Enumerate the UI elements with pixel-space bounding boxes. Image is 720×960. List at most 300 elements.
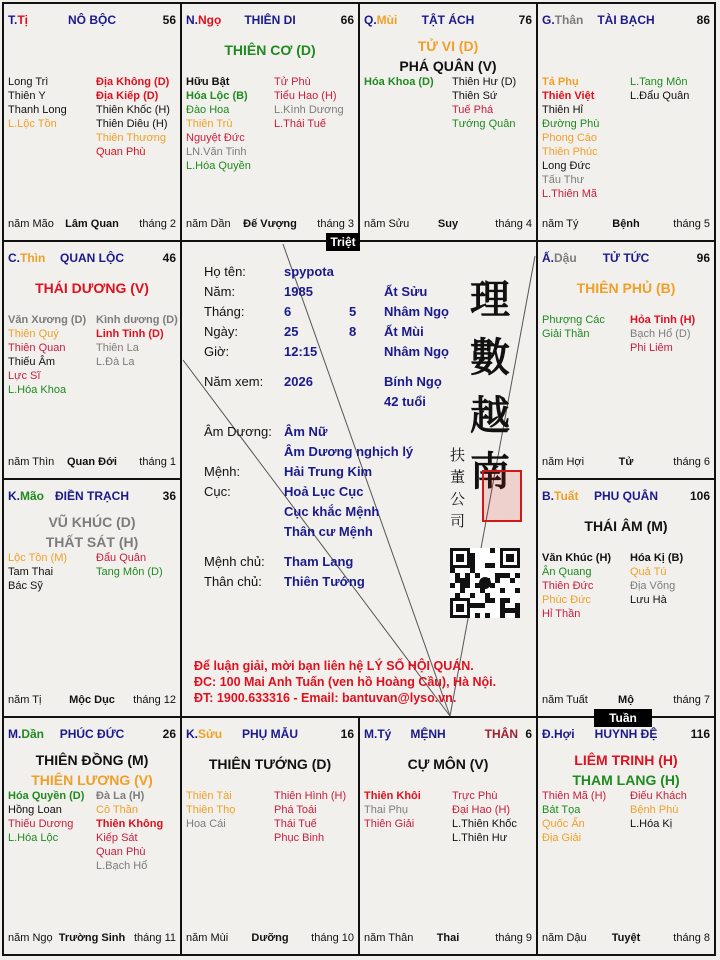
contact-line: Để luận giải, mời bạn liên hệ LÝ SỐ HỘI QUÁN. (194, 659, 474, 673)
info-view-year-label: Năm xem: (204, 374, 264, 389)
stem-prefix: M. (364, 727, 378, 741)
stem-prefix: K. (8, 489, 20, 503)
age-number: 76 (518, 13, 532, 27)
palace-name: PHỤ MẪU (242, 727, 298, 741)
info-year: 1985 (284, 284, 313, 299)
star-item: Thiên Mã (H) (542, 790, 607, 802)
star-item: Thái Tuế (274, 818, 317, 830)
info-hour: 12:15 (284, 344, 318, 359)
palace-name: QUAN LỘC (60, 251, 124, 265)
branch-name: Tý (377, 727, 392, 741)
palace-name: TÀI BẠCH (597, 13, 655, 27)
star-item: Phục Binh (274, 832, 325, 844)
qr-module (515, 603, 520, 608)
palace-cell[interactable] (2, 716, 182, 956)
star-item: Tam Thai (8, 566, 54, 578)
star-item: Linh Tinh (D) (96, 328, 164, 340)
main-star: TỬ VI (D) (417, 38, 479, 54)
footer-stage: Lâm Quan (65, 218, 119, 230)
qr-module (470, 553, 475, 558)
star-item: Hóa Khoa (D) (364, 76, 434, 88)
footer-month: tháng 4 (495, 218, 532, 230)
star-item: L.Bạch Hổ (96, 860, 148, 872)
age-number: 116 (690, 727, 710, 741)
zalo-icon (479, 577, 491, 589)
branch-name: Dậu (554, 251, 577, 265)
star-item: Quan Phù (96, 846, 146, 858)
star-item: Bác Sỹ (8, 580, 43, 592)
footer-stage: Bệnh (612, 218, 640, 230)
qr-module (505, 608, 510, 613)
qr-finder (456, 604, 464, 612)
star-item: Tiểu Hao (H) (274, 90, 337, 102)
footer-stage: Thai (436, 932, 460, 944)
info-month-lunar: 5 (349, 304, 357, 319)
qr-finder (506, 554, 514, 562)
footer-year: năm Tị (8, 694, 42, 706)
star-item: Tử Phù (274, 76, 311, 88)
palace-cell[interactable] (536, 478, 716, 718)
star-item: Hỉ Thần (542, 608, 581, 620)
qr-code[interactable] (450, 548, 520, 618)
main-star: THIÊN LƯƠNG (V) (31, 772, 153, 788)
stem-prefix: G. (542, 13, 555, 27)
info-name-label: Họ tên: (204, 264, 246, 279)
branch-name: Thìn (20, 251, 46, 265)
qr-module (515, 573, 520, 578)
palace-cell[interactable] (2, 478, 182, 718)
star-item: Thiên Thương (96, 132, 167, 144)
footer-year: năm Ngọ (8, 932, 53, 944)
star-item: Thanh Long (8, 104, 67, 116)
qr-module (485, 563, 490, 568)
footer-year: năm Tý (542, 218, 579, 230)
qr-module (500, 573, 505, 578)
star-item: Thiên Thọ (186, 804, 236, 816)
info-amduong-label: Âm Dương: (204, 424, 272, 439)
footer-year: năm Thìn (8, 456, 55, 468)
qr-module (495, 578, 500, 583)
info-hour-label: Giờ: (204, 344, 230, 359)
footer-year: năm Tuất (542, 694, 588, 706)
info-day-lunar: 8 (349, 324, 357, 339)
palace-cell[interactable] (180, 716, 360, 956)
star-item: Thiên Không (96, 818, 164, 830)
stem-prefix: Q. (364, 13, 377, 27)
star-item: Cô Thần (96, 804, 138, 816)
qr-module (455, 573, 460, 578)
qr-module (460, 583, 465, 588)
qr-module (465, 583, 470, 588)
info-view-year: 2026 (284, 374, 313, 389)
qr-module (485, 593, 490, 598)
palace-cell[interactable] (536, 240, 716, 480)
info-menh-label: Mệnh: (204, 464, 241, 479)
star-item: Thiên Giải (364, 818, 415, 830)
branch-name: Mùi (376, 13, 398, 27)
star-item: Văn Khúc (H) (542, 552, 612, 564)
footer-year: năm Dần (186, 218, 231, 230)
star-item: L.Thái Tuế (274, 118, 326, 130)
age-number: 86 (696, 13, 710, 27)
age-number: 6 (525, 727, 532, 741)
footer-month: tháng 8 (673, 932, 710, 944)
footer-month: tháng 12 (133, 694, 176, 706)
logo-small-char: 司 (450, 512, 466, 530)
branch-name: Thân (554, 13, 584, 27)
star-item: Phi Liêm (630, 342, 673, 354)
qr-module (450, 568, 455, 573)
logo-char: 南 (470, 448, 510, 495)
main-star: LIÊM TRINH (H) (574, 752, 678, 768)
star-item: L.Đẩu Quân (630, 90, 690, 102)
stem-prefix: M. (8, 727, 22, 741)
star-item: Đào Hoa (186, 104, 230, 116)
age-number: 66 (340, 13, 354, 27)
star-item: Kình dương (D) (96, 314, 178, 326)
star-item: Điếu Khách (630, 790, 687, 802)
age-number: 56 (162, 13, 176, 27)
star-item: Tấu Thư (542, 174, 585, 186)
star-item: L.Thiên Mã (542, 188, 598, 200)
palace-name: PHU QUÂN (593, 489, 658, 503)
star-item: Thiên Phúc (542, 146, 598, 158)
star-item: Thiên Tài (186, 790, 232, 802)
star-item: Thiên Quý (8, 328, 59, 340)
info-amduong: Âm Nữ (284, 424, 328, 439)
main-star: VŨ KHÚC (D) (48, 514, 136, 530)
footer-stage: Trường Sinh (58, 932, 126, 944)
main-star: THIÊN TƯỚNG (D) (208, 756, 332, 772)
star-item: LN.Văn Tinh (186, 146, 247, 158)
star-item: Thiên Trù (186, 118, 233, 130)
star-item: Đường Phù (542, 118, 600, 130)
star-item: Thiên Sứ (452, 90, 498, 102)
logo-small-char: 扶 (450, 446, 466, 464)
star-item: Giải Thần (542, 328, 590, 340)
age-number: 36 (162, 489, 176, 503)
star-item: Quốc Ấn (542, 818, 585, 830)
star-item: Địa Kiếp (D) (96, 90, 159, 102)
age-number: 96 (696, 251, 710, 265)
stem-prefix: C. (8, 251, 20, 265)
info-day-label: Ngày: (204, 324, 238, 339)
qr-module (495, 573, 500, 578)
footer-stage: Tử (618, 456, 634, 468)
qr-module (510, 578, 515, 583)
stem-prefix: B. (542, 489, 554, 503)
star-item: Tả Phụ (542, 76, 579, 88)
tuan-marker: Tuần (594, 709, 652, 727)
than-marker: THÂN (484, 727, 518, 741)
footer-month: tháng 10 (311, 932, 354, 944)
palace-name: TẬT ÁCH (421, 13, 475, 27)
qr-module (455, 578, 460, 583)
star-item: Bát Tọa (542, 804, 581, 816)
palace-name: MỆNH (410, 727, 446, 741)
qr-module (470, 568, 475, 573)
seal-stamp (482, 470, 522, 522)
palace-cell[interactable] (2, 2, 182, 242)
star-item: L.Hóa Kị (630, 818, 673, 830)
footer-year: năm Mùi (186, 932, 229, 944)
star-item: Hỏa Tinh (H) (630, 314, 696, 326)
logo-char: 越 (470, 392, 510, 439)
branch-name: Mão (20, 489, 44, 503)
qr-module (460, 588, 465, 593)
star-item: Quan Phù (96, 146, 146, 158)
star-item: Tướng Quân (452, 118, 516, 130)
footer-stage: Đế Vượng (243, 218, 297, 230)
qr-module (485, 613, 490, 618)
logo-char: 數 (470, 334, 510, 381)
qr-module (485, 598, 490, 603)
qr-module (505, 573, 510, 578)
logo-char: 理 (470, 276, 510, 323)
info-cuc-note1: Cục khắc Mệnh (284, 504, 380, 519)
qr-module (515, 608, 520, 613)
palace-name: PHÚC ĐỨC (59, 727, 125, 741)
star-item: Phá Toái (274, 804, 317, 816)
info-hour-canchi: Nhâm Ngọ (384, 344, 449, 359)
star-item: Tang Môn (D) (96, 566, 163, 578)
qr-module (465, 573, 470, 578)
footer-month: tháng 6 (673, 456, 710, 468)
star-item: Thiên Hư (D) (452, 76, 517, 88)
main-star: THẤT SÁT (H) (45, 534, 139, 550)
star-item: Nguyệt Đức (186, 132, 245, 144)
star-item: Tuế Phá (452, 104, 494, 116)
palace-name: ĐIỀN TRẠCH (55, 489, 129, 503)
star-item: Hóa Quyền (D) (8, 790, 85, 802)
star-item: L.Thiên Hư (452, 832, 508, 844)
info-cuc-label: Cục: (204, 484, 231, 499)
star-item: Thiên Khốc (H) (96, 104, 170, 116)
qr-module (465, 578, 470, 583)
palace-name: HUYNH ĐỆ (594, 727, 658, 741)
qr-module (475, 573, 480, 578)
age-number: 16 (340, 727, 354, 741)
star-item: Bệnh Phù (630, 804, 679, 816)
star-item: Lưu Hà (630, 594, 667, 606)
footer-month: tháng 3 (317, 218, 354, 230)
info-day: 25 (284, 324, 299, 339)
star-item: Văn Xương (D) (8, 314, 87, 326)
branch-name: Dần (21, 727, 45, 741)
qr-module (500, 608, 505, 613)
qr-module (500, 613, 505, 618)
age-number: 26 (162, 727, 176, 741)
footer-year: năm Mão (8, 218, 54, 230)
footer-year: năm Dậu (542, 932, 587, 944)
star-item: Thiên Việt (542, 90, 595, 102)
qr-module (510, 608, 515, 613)
star-item: Lực Sĩ (8, 370, 41, 382)
qr-module (470, 593, 475, 598)
footer-month: tháng 2 (139, 218, 176, 230)
info-cuc-note2: Thân cư Mệnh (284, 524, 373, 539)
star-item: Ân Quang (542, 566, 592, 578)
info-month: 6 (284, 304, 292, 319)
info-amduong-note: Âm Dương nghịch lý (284, 444, 414, 459)
star-item: Thiên Quan (8, 342, 66, 354)
star-item: Thiên Hỉ (542, 104, 583, 116)
qr-module (490, 548, 495, 553)
star-item: Thiên Đức (542, 580, 594, 592)
footer-month: tháng 9 (495, 932, 532, 944)
footer-stage: Quan Đới (67, 456, 117, 468)
qr-module (475, 603, 480, 608)
branch-name: Ngọ (198, 13, 222, 27)
stem-prefix: Ấ. (542, 251, 554, 265)
palace-cell[interactable] (536, 2, 716, 242)
qr-module (515, 613, 520, 618)
qr-module (470, 563, 475, 568)
footer-month: tháng 7 (673, 694, 710, 706)
info-name: spypota (284, 264, 334, 279)
footer-year: năm Sửu (364, 218, 410, 230)
info-menh: Hải Trung Kim (284, 464, 373, 479)
branch-name: Hợi (554, 727, 575, 741)
star-item: L.Hóa Khoa (8, 384, 67, 396)
star-item: Hóa Kị (B) (630, 552, 684, 564)
star-item: Long Đức (542, 160, 591, 172)
star-item: L.Đà La (96, 356, 135, 368)
palace-cell[interactable] (358, 716, 538, 956)
star-item: L.Tang Môn (630, 76, 688, 88)
star-item: Trực Phù (452, 790, 498, 802)
qr-module (500, 598, 505, 603)
main-star: THIÊN PHỦ (B) (576, 280, 676, 296)
stem-prefix: T. (8, 13, 18, 27)
main-star: THÁI ÂM (M) (584, 518, 668, 534)
info-month-label: Tháng: (204, 304, 245, 319)
qr-module (500, 603, 505, 608)
age-number: 106 (689, 489, 710, 503)
star-item: Thiên La (96, 342, 139, 354)
info-month-canchi: Nhâm Ngọ (384, 304, 449, 319)
footer-stage: Suy (437, 218, 459, 230)
footer-year: năm Hợi (542, 456, 585, 468)
star-item: L.Lộc Tồn (8, 118, 57, 130)
branch-name: Tị (17, 13, 29, 27)
branch-name: Tuất (554, 489, 579, 503)
star-item: Hồng Loan (8, 804, 62, 816)
main-star: CỰ MÔN (V) (407, 756, 489, 772)
star-item: Thiếu Âm (8, 356, 56, 368)
star-item: L.Hóa Quyền (186, 160, 251, 172)
info-year-label: Năm: (204, 284, 236, 299)
star-item: Hóa Lộc (B) (186, 90, 248, 102)
footer-month: tháng 11 (133, 932, 176, 944)
palace-name: NÔ BỘC (68, 13, 116, 27)
star-item: Đẩu Quân (96, 552, 147, 564)
info-than-chu-label: Thân chủ: (204, 574, 262, 589)
info-than-chu: Thiên Tướng (284, 574, 365, 589)
footer-month: tháng 1 (139, 456, 176, 468)
palace-cell[interactable] (2, 240, 182, 480)
star-item: Kiếp Sát (96, 832, 138, 844)
info-day-canchi: Ất Mùi (384, 324, 424, 339)
qr-module (455, 593, 460, 598)
contact-address: ĐC: 100 Mai Anh Tuấn (ven hồ Hoàng Cầu), Hà Nội. (194, 675, 497, 689)
info-age: 42 tuổi (384, 394, 426, 409)
star-item: Địa Võng (630, 580, 676, 592)
footer-stage: Mộc Dục (69, 694, 115, 706)
main-star: THAM LANG (H) (572, 772, 680, 788)
qr-module (470, 558, 475, 563)
star-item: Thiên Diêu (H) (96, 118, 168, 130)
qr-module (450, 583, 455, 588)
star-item: Địa Giải (542, 832, 582, 844)
footer-stage: Dưỡng (251, 932, 289, 944)
stem-prefix: K. (186, 727, 198, 741)
stem-prefix: N. (186, 13, 198, 27)
contact-phone-email[interactable]: ĐT: 1900.633316 - Email: bantuvan@lyso.vn. (194, 691, 457, 705)
star-item: Thiên Khôi (364, 790, 421, 802)
qr-module (490, 563, 495, 568)
info-menh-chu-label: Mệnh chủ: (204, 554, 265, 569)
star-item: L.Kình Dương (274, 104, 344, 116)
star-item: Phượng Các (542, 314, 605, 326)
star-item: Hoa Cái (186, 818, 226, 830)
star-item: Phúc Đức (542, 594, 591, 606)
star-item: Địa Không (D) (96, 76, 170, 88)
palace-cell[interactable] (536, 716, 716, 956)
main-star: THIÊN CƠ (D) (224, 42, 316, 58)
footer-year: năm Thân (364, 932, 414, 944)
info-view-year-canchi: Bính Ngọ (384, 374, 442, 389)
star-item: L.Hóa Lộc (8, 832, 59, 844)
age-number: 46 (162, 251, 176, 265)
palace-name: TỬ TỨC (602, 251, 650, 265)
footer-stage: Tuyệt (611, 932, 641, 944)
info-year-canchi: Ất Sửu (384, 284, 428, 299)
star-item: Đà La (H) (96, 790, 145, 802)
star-item: Thiên Hình (H) (274, 790, 347, 802)
qr-module (490, 598, 495, 603)
main-star: PHÁ QUÂN (V) (399, 58, 497, 74)
star-item: Quả Tú (630, 566, 667, 578)
qr-module (480, 603, 485, 608)
footer-month: tháng 5 (673, 218, 710, 230)
star-item: Thai Phụ (364, 804, 409, 816)
qr-finder (456, 554, 464, 562)
stem-prefix: Đ. (542, 727, 554, 741)
qr-module (515, 588, 520, 593)
qr-module (500, 588, 505, 593)
palace-cell[interactable] (358, 2, 538, 242)
star-item: Thiếu Dương (8, 818, 74, 830)
star-item: Thiên Y (8, 90, 46, 102)
star-item: Đại Hao (H) (452, 804, 511, 816)
footer-stage: Mộ (618, 694, 634, 706)
star-item: Bạch Hổ (D) (630, 328, 691, 340)
star-item: Long Trì (8, 76, 49, 88)
star-item: Lộc Tồn (M) (8, 552, 68, 564)
star-item: L.Thiên Khốc (452, 818, 517, 830)
info-cuc: Hoả Lục Cục (284, 484, 364, 499)
main-star: THIÊN ĐỒNG (M) (35, 752, 149, 768)
info-menh-chu: Tham Lang (284, 554, 354, 569)
qr-module (475, 613, 480, 618)
qr-module (505, 598, 510, 603)
star-item: Hữu Bật (186, 76, 230, 88)
palace-cell[interactable] (180, 2, 360, 242)
palace-name: THIÊN DI (244, 13, 296, 27)
qr-module (460, 578, 465, 583)
logo-small-char: 董 (450, 468, 466, 486)
